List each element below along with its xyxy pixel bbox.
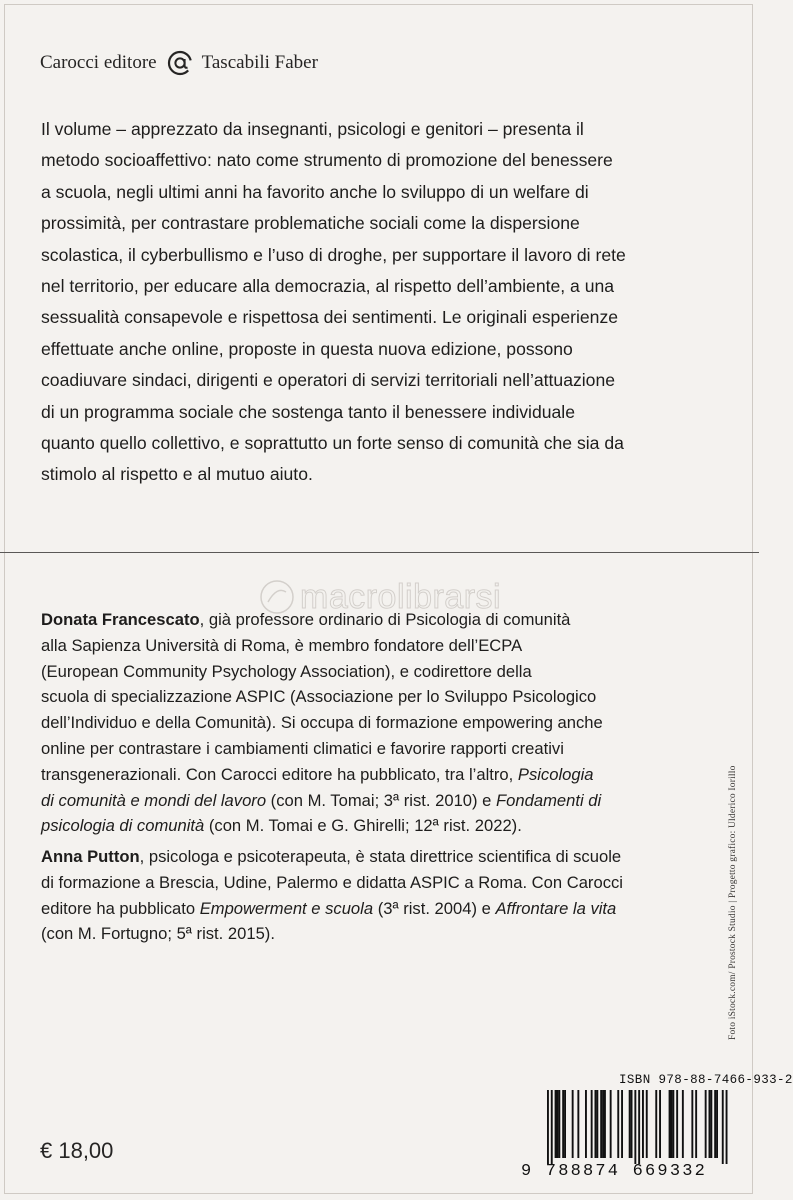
description-line: Il volume – apprezzato da insegnanti, psicologi e genitori – presenta il <box>41 119 584 139</box>
barcode-bar <box>602 1090 604 1158</box>
barcode-bar <box>572 1090 574 1158</box>
barcode-bar <box>547 1090 549 1164</box>
barcode-bar <box>596 1090 598 1158</box>
book-title: Affrontare la vita <box>495 898 617 918</box>
barcode-bar <box>672 1090 674 1158</box>
bio-line: scuola di specializzazione ASPIC (Associazione per lo Sviluppo Psicologico <box>41 687 597 707</box>
barcode-bar <box>710 1090 712 1158</box>
description-line: sessualità consapevole e rispettosa dei sentimenti. Le originali esperienze <box>41 307 619 328</box>
barcode-bar <box>691 1090 693 1158</box>
barcode-bar <box>646 1090 648 1158</box>
barcode-bar <box>557 1090 559 1158</box>
barcode-bar <box>604 1090 606 1158</box>
description-line: stimolo al rispetto e al mutuo aiuto. <box>41 464 313 485</box>
author-name: Anna Putton <box>41 847 140 866</box>
bio-line: dell’Individuo e della Comunità). Si occupa di formazione empowering anche <box>41 713 603 733</box>
book-title: psicologia di comunità <box>41 816 205 836</box>
bio-line: (European Community Psychology Association), e codirettore della <box>41 661 532 681</box>
description-line: effettuate anche online, proposte in questa nuova edizione, possono <box>41 338 573 359</box>
barcode-digits: 9 788874 669332 <box>521 1162 708 1181</box>
barcode-bar <box>705 1090 707 1158</box>
section-divider <box>0 552 759 553</box>
price-label: € 18,00 <box>40 1138 114 1163</box>
barcode-bars <box>521 1072 733 1164</box>
description-line: di un programma sociale che sostenga tanto il benessere individuale <box>41 401 575 422</box>
barcode-bar <box>669 1090 671 1158</box>
barcode-bar <box>629 1090 631 1158</box>
description-line: coadiuvare sindaci, dirigenti e operatori di servizi territoriali nell’attuazione <box>41 370 616 391</box>
barcode-bar <box>591 1090 593 1158</box>
description-line: a scuola, negli ultimi anni ha favorito anche lo sviluppo di un welfare di <box>41 181 589 202</box>
bio-line: di formazione a Brescia, Udine, Palermo e didatta ASPIC a Roma. Con Carocci <box>41 872 623 892</box>
barcode-bar <box>562 1090 564 1158</box>
barcode-bar <box>631 1090 633 1158</box>
barcode-bar <box>577 1090 579 1158</box>
description-line: quanto quello collettivo, e soprattutto un forte senso di comunità che sia da <box>41 433 624 454</box>
barcode-bar <box>564 1090 566 1158</box>
barcode-bar <box>558 1090 560 1158</box>
barcode-bar <box>595 1090 597 1158</box>
barcode-bar <box>709 1090 711 1158</box>
book-title: Psicologia <box>517 764 594 784</box>
at-sign-logo-icon <box>167 50 193 76</box>
barcode-bar <box>716 1090 718 1158</box>
watermark-text: macrolibrarsi <box>300 577 502 616</box>
barcode-bar <box>621 1090 623 1158</box>
isbn-label: ISBN 978-88-7466-933-2 <box>619 1073 793 1087</box>
description-line: scolastica, il cyberbullismo e l’uso di droghe, per supportare il lavoro di rete <box>41 244 626 265</box>
barcode-bar <box>659 1090 661 1158</box>
bio-line: alla Sapienza Università di Roma, è membro fondatore dell’ECPA <box>41 635 523 655</box>
series-name: Tascabili Faber <box>201 52 318 73</box>
description-line: prossimità, per contrastare problematiche sociali come la dispersione <box>41 213 580 234</box>
barcode-bar <box>585 1090 587 1158</box>
barcode-bar <box>642 1090 644 1158</box>
isbn-barcode <box>521 1072 793 1181</box>
book-title: Fondamenti di <box>496 790 602 810</box>
barcode-bar <box>682 1090 684 1158</box>
bio-line: online per contrastare i cambiamenti climatici e favorire rapporti creativi <box>41 738 564 758</box>
barcode-bar <box>695 1090 697 1158</box>
barcode-bar <box>714 1090 716 1158</box>
design-credits: Foto iStock.com/ Prostock Studio | Progetto grafico: Ulderico Iorillo <box>728 765 738 1040</box>
barcode-bar <box>638 1090 640 1164</box>
publisher-name: Carocci editore <box>40 52 157 73</box>
barcode-bar <box>671 1090 673 1158</box>
barcode-bar <box>551 1090 553 1164</box>
barcode-bar <box>610 1090 612 1158</box>
barcode-bar <box>617 1090 619 1158</box>
publisher-header <box>40 48 318 78</box>
description-line: nel territorio, per educare alla democrazia, al rispetto dell’ambiente, a una <box>41 276 615 297</box>
barcode-bar <box>676 1090 678 1158</box>
barcode-bar <box>722 1090 724 1164</box>
barcode-bar <box>555 1090 557 1158</box>
bio-line: (con M. Fortugno; 5ª rist. 2015). <box>41 924 275 944</box>
book-title: di comunità e mondi del lavoro <box>41 790 267 810</box>
barcode-bar <box>600 1090 602 1158</box>
book-title: Empowerment e scuola <box>199 898 374 918</box>
barcode-bar <box>726 1090 728 1164</box>
description-line: metodo socioaffettivo: nato come strumento di promozione del benessere <box>41 150 613 171</box>
book-description <box>41 114 731 491</box>
barcode-bar <box>634 1090 636 1164</box>
barcode-bar <box>655 1090 657 1158</box>
author-name: Donata Francescato <box>41 610 200 629</box>
author-bio-francescato: Donata Francescato, già professore ordinario di Psicologia di comunità alla Sapienza Università di Roma, è membro fondatore dell’ECPA (European Community Psychology Association), e codirettore della scuola di specializzazione ASPIC (Associazione per lo Sviluppo Psicologico dell’Individuo e della Comunità). Si occupa di formazione empowering anche online per contrastare i cambiamenti climatici e favorire rapporti creativi transgenerazionali. Con Carocci editore ha pubblicato, tra l’altro, Psicologia di comunità e mondi del lavoro (con M. Tomai; 3ª rist. 2010) e Fondamenti di psicologia di comunità (con M. Tomai e G. Ghirelli; 12ª rist. 2022). <box>41 607 731 839</box>
author-bio-putton: Anna Putton, psicologa e psicoterapeuta, è stata direttrice scientifica di scuole di formazione a Brescia, Udine, Palermo e didatta ASPIC a Roma. Con Carocci editore ha pubblicato Empowerment e scuola (3ª rist. 2004) e Affrontare la vita (con M. Fortugno; 5ª rist. 2015). <box>41 844 731 947</box>
